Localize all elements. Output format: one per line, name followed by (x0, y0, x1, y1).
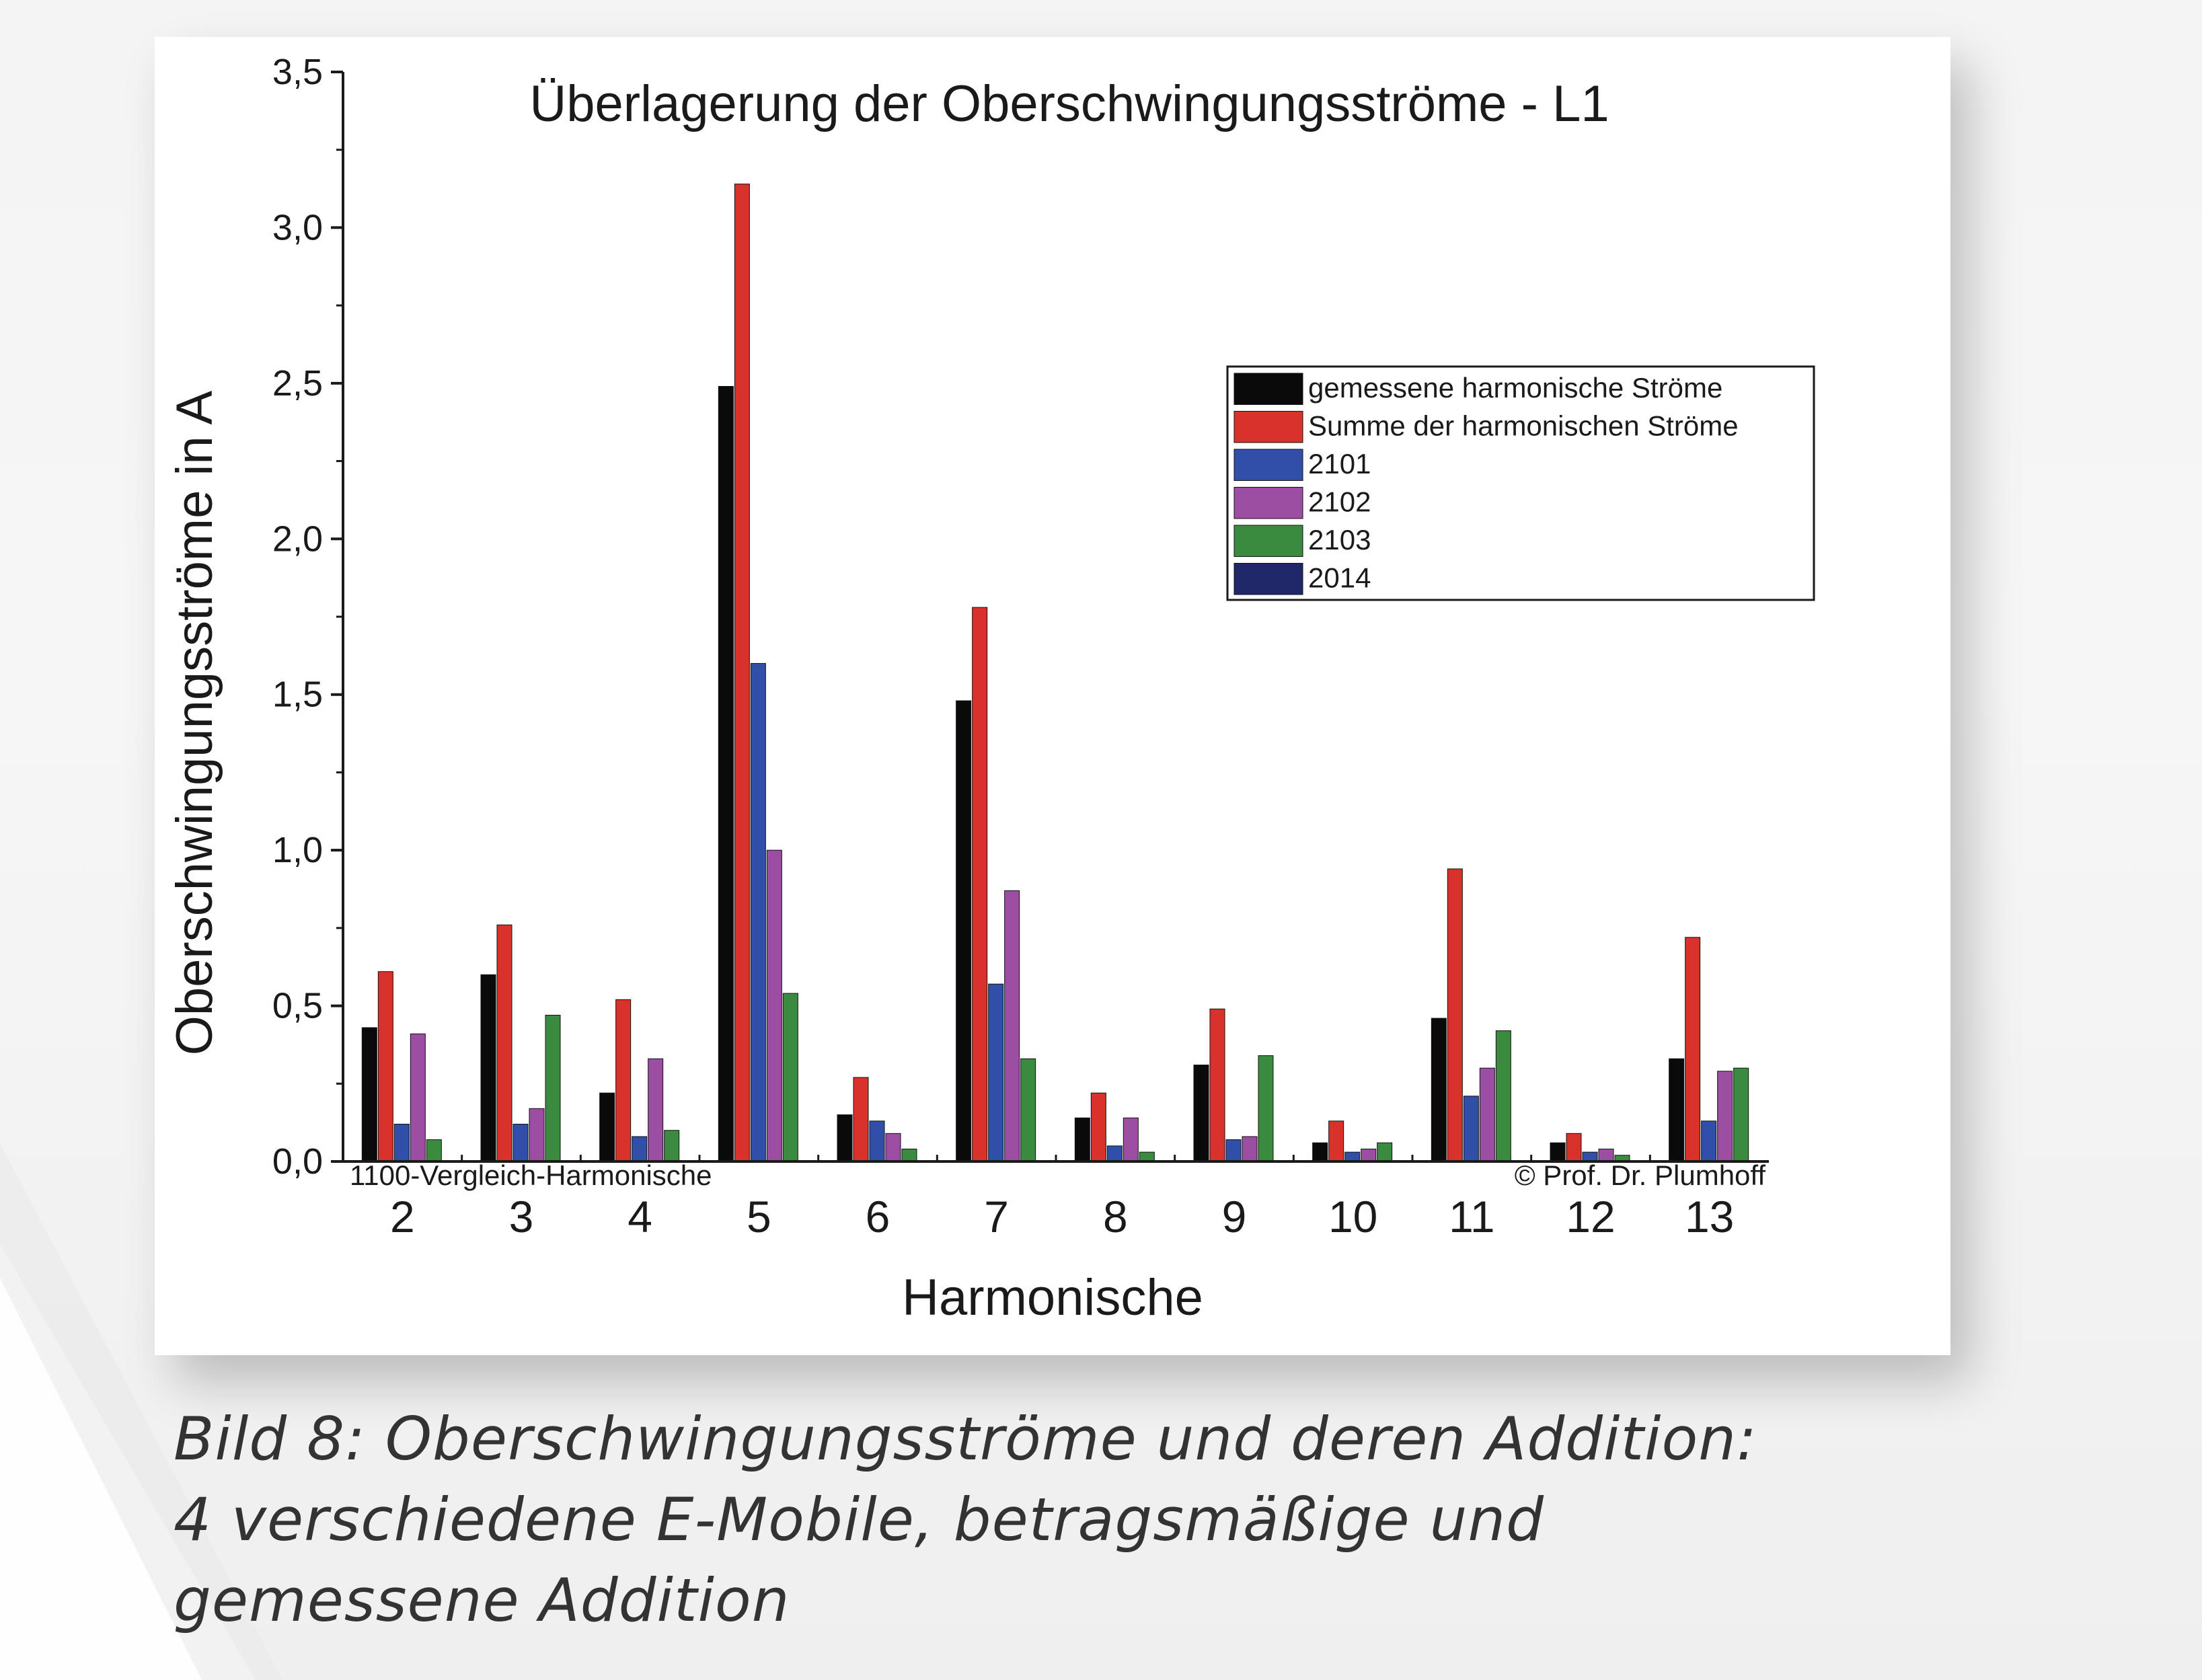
legend-label: 2103 (1308, 524, 1371, 556)
bar-2101-h6 (870, 1121, 884, 1161)
bar-gemessene-harmonische-ströme-h13 (1669, 1059, 1684, 1161)
bar-2103-h4 (665, 1131, 679, 1161)
bar-2102-h10 (1361, 1149, 1376, 1161)
bar-summe-der-harmonischen-ströme-h5 (734, 184, 749, 1161)
bar-summe-der-harmonischen-ströme-h2 (378, 972, 393, 1161)
legend-label: 2102 (1308, 486, 1371, 518)
x-tick-label: 9 (1221, 1192, 1247, 1242)
bar-2101-h2 (394, 1124, 409, 1161)
y-tick-label: 3,5 (272, 52, 323, 92)
bar-2103-h6 (902, 1149, 917, 1161)
bar-gemessene-harmonische-ströme-h5 (718, 386, 733, 1161)
bar-gemessene-harmonische-ströme-h4 (600, 1093, 615, 1161)
legend-label: 2101 (1308, 448, 1371, 480)
bar-2101-h5 (751, 663, 765, 1161)
caption-line-1: Bild 8: Oberschwingungsströme und deren Addition: (174, 1404, 1757, 1474)
y-tick-label: 1,5 (272, 674, 323, 715)
bar-2103-h8 (1139, 1152, 1154, 1161)
bar-gemessene-harmonische-ströme-h3 (481, 975, 496, 1161)
bar-summe-der-harmonischen-ströme-h3 (497, 925, 512, 1161)
x-tick-label: 3 (508, 1192, 534, 1242)
bar-summe-der-harmonischen-ströme-h10 (1329, 1121, 1344, 1161)
bar-2102-h7 (1005, 890, 1020, 1161)
bar-2103-h5 (783, 993, 798, 1161)
legend-label: 2014 (1308, 562, 1371, 594)
bar-gemessene-harmonische-ströme-h6 (837, 1115, 852, 1161)
caption-line-2: 4 verschiedene E-Mobile, betragsmäßige und (174, 1485, 1545, 1554)
bar-2103-h2 (426, 1140, 441, 1161)
x-axis-title: Harmonische (902, 1269, 1203, 1326)
legend-label: Summe der harmonischen Ströme (1308, 410, 1739, 442)
x-tick-label: 12 (1566, 1192, 1616, 1242)
bar-summe-der-harmonischen-ströme-h4 (616, 999, 631, 1161)
bar-2102-h5 (767, 850, 782, 1161)
bar-2101-h3 (513, 1124, 528, 1161)
legend-swatch (1234, 488, 1303, 519)
bar-gemessene-harmonische-ströme-h11 (1431, 1018, 1446, 1161)
bar-gemessene-harmonische-ströme-h8 (1075, 1118, 1090, 1161)
bar-2102-h2 (410, 1034, 425, 1161)
bar-2102-h13 (1718, 1071, 1733, 1161)
y-tick-label: 0,0 (272, 1141, 323, 1182)
y-tick-label: 2,0 (272, 519, 323, 560)
bar-summe-der-harmonischen-ströme-h13 (1685, 938, 1700, 1161)
chart (155, 37, 1950, 1355)
bar-2101-h8 (1107, 1146, 1122, 1161)
x-tick-label: 5 (746, 1192, 771, 1242)
bar-gemessene-harmonische-ströme-h2 (362, 1028, 377, 1161)
x-tick-label: 6 (865, 1192, 890, 1242)
bar-summe-der-harmonischen-ströme-h12 (1566, 1133, 1581, 1161)
bar-2101-h9 (1226, 1140, 1241, 1161)
chart-title: Überlagerung der Oberschwingungsströme - L1 (529, 75, 1609, 132)
legend-label: gemessene harmonische Ströme (1308, 372, 1723, 404)
bar-2103-h13 (1734, 1068, 1749, 1161)
x-tick-label: 7 (984, 1192, 1010, 1242)
bar-2103-h10 (1377, 1143, 1392, 1161)
legend-swatch (1234, 525, 1303, 557)
bar-gemessene-harmonische-ströme-h7 (956, 701, 971, 1161)
y-tick-label: 1,0 (272, 830, 323, 871)
x-tick-label: 10 (1328, 1192, 1378, 1242)
bar-summe-der-harmonischen-ströme-h6 (853, 1077, 868, 1161)
legend (1227, 367, 1814, 600)
bar-2102-h9 (1242, 1137, 1257, 1161)
bar-gemessene-harmonische-ströme-h12 (1550, 1143, 1565, 1161)
bar-summe-der-harmonischen-ströme-h9 (1210, 1009, 1225, 1161)
legend-swatch (1234, 564, 1303, 595)
bar-2101-h7 (989, 984, 1003, 1161)
legend-swatch (1234, 449, 1303, 481)
x-tick-label: 13 (1684, 1192, 1735, 1242)
x-tick-label: 11 (1449, 1192, 1495, 1242)
bar-2103-h9 (1258, 1056, 1273, 1161)
bar-2102-h6 (886, 1133, 901, 1161)
x-tick-label: 4 (628, 1192, 653, 1242)
bar-2103-h7 (1021, 1059, 1036, 1161)
bar-2101-h10 (1345, 1152, 1360, 1161)
y-tick-label: 0,5 (272, 985, 323, 1026)
x-tick-label: 8 (1102, 1192, 1128, 1242)
x-tick-label: 2 (389, 1192, 415, 1242)
bar-gemessene-harmonische-ströme-h10 (1313, 1143, 1328, 1161)
bars (362, 184, 1748, 1161)
bar-2101-h11 (1464, 1096, 1478, 1161)
annotation-bottom-right: © Prof. Dr. Plumhoff (1514, 1159, 1766, 1191)
legend-swatch (1234, 412, 1303, 443)
bar-summe-der-harmonischen-ströme-h8 (1091, 1093, 1106, 1161)
bar-2102-h11 (1480, 1068, 1494, 1161)
figure-card (155, 37, 1950, 1355)
y-axis (272, 52, 343, 1182)
annotation-bottom-left: 1100-Vergleich-Harmonische (350, 1159, 712, 1191)
y-tick-label: 3,0 (272, 207, 323, 248)
bar-gemessene-harmonische-ströme-h9 (1194, 1065, 1209, 1161)
bar-2102-h4 (648, 1059, 663, 1161)
y-tick-label: 2,5 (272, 362, 323, 404)
bar-2103-h11 (1496, 1031, 1511, 1161)
caption-line-3: gemessene Addition (174, 1566, 790, 1635)
figure-caption (174, 1399, 1989, 1641)
bar-summe-der-harmonischen-ströme-h7 (973, 607, 987, 1161)
bar-2103-h3 (545, 1015, 560, 1161)
bar-2102-h8 (1123, 1118, 1138, 1161)
y-axis-title: Oberschwingungsströme in A (166, 390, 223, 1056)
legend-swatch (1234, 373, 1303, 405)
bar-2102-h3 (529, 1108, 544, 1161)
bar-summe-der-harmonischen-ströme-h11 (1447, 869, 1462, 1161)
bar-2101-h4 (632, 1137, 647, 1161)
bar-2101-h13 (1702, 1121, 1716, 1161)
